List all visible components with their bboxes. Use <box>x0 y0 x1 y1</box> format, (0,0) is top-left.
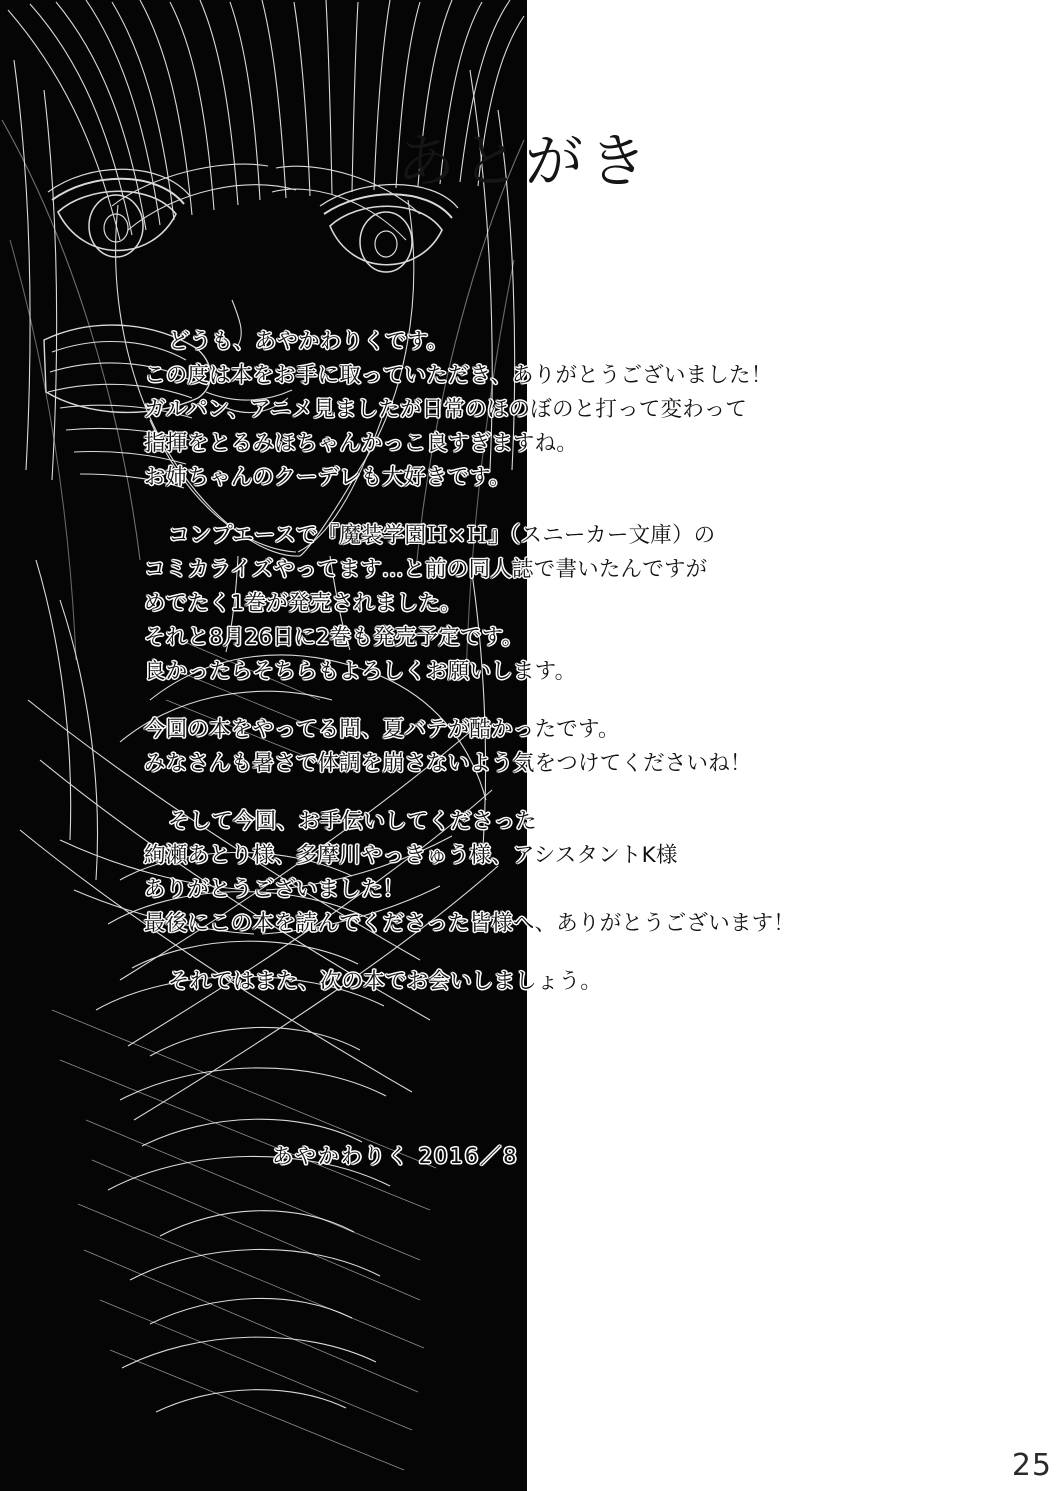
afterword-line: 絢瀬あとり様、多摩川やっきゅう様、アシスタントK様 <box>144 843 678 868</box>
afterword-paragraph <box>144 805 1024 941</box>
afterword-line: コミカライズやってます…と前の同人誌で書いたんですが <box>144 557 708 582</box>
afterword-line: コンプエースで『魔装学園Ｈ×Ｈ』（スニーカー文庫）の <box>168 523 716 548</box>
afterword-line: 良かったらそちらもよろしくお願いします。 <box>144 659 577 684</box>
afterword-line: 最後にこの本を読んでくださった皆様へ、ありがとうございます！ <box>144 911 796 936</box>
afterword-paragraph <box>144 325 1024 495</box>
afterword-heading: あとがき <box>397 127 654 195</box>
afterword-line: それと8月26日に2巻も発売予定です。 <box>144 625 524 650</box>
afterword-line: ガルパン、アニメ見ましたが日常のほのぼのと打って変わって <box>144 397 748 422</box>
afterword-line: そして今回、お手伝いしてくださった <box>168 809 537 834</box>
afterword-paragraph <box>144 713 1024 781</box>
afterword-paragraph <box>144 519 1024 689</box>
page-number: 25 <box>1011 1448 1052 1483</box>
afterword-line: それではまた、次の本でお会いしましょう。 <box>168 969 603 994</box>
signature-line: あやかわりく 2016／8 <box>272 1144 519 1168</box>
afterword-line: 指揮をとるみほちゃんかっこ良すぎますね。 <box>144 431 579 456</box>
afterword-line: 今回の本をやってる間、夏バテが酷かったです。 <box>144 717 620 742</box>
afterword-line: お姉ちゃんのクーデレも大好きです。 <box>144 465 511 490</box>
afterword-line: みなさんも暑さで体調を崩さないよう気をつけてくださいね！ <box>144 751 752 776</box>
afterword-line: この度は本をお手に取っていただき、ありがとうございました！ <box>144 363 773 388</box>
afterword-line: どうも、あやかわりくです。 <box>168 329 449 354</box>
afterword-line: めでたく1巻が発売されました。 <box>144 591 462 616</box>
afterword-line: ありがとうございました！ <box>144 877 405 902</box>
afterword-paragraph <box>144 965 1024 999</box>
afterword-body <box>144 325 1024 1023</box>
